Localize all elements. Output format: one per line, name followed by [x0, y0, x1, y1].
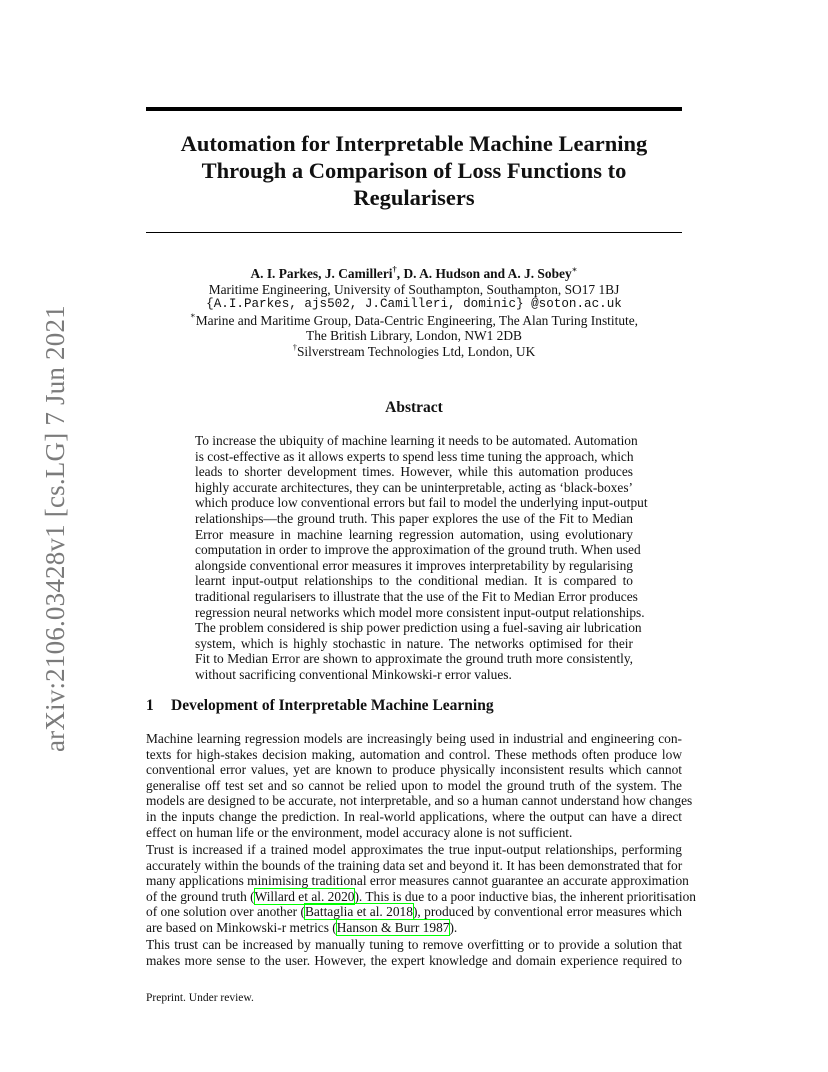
abstract-body — [195, 433, 648, 683]
abstract-line: leads to shorter development times. However, while this automation produces — [195, 464, 633, 480]
body-line: conventional error values, yet are known to produce physically inconsistent results which cannot — [146, 762, 682, 778]
affiliation-text: Marine and Maritime Group, Data-Centric Engineering, The Alan Turing Institute, — [195, 312, 639, 328]
abstract-line: computation in order to improve the approximation of the ground truth. When used — [195, 542, 641, 558]
abstract-line: regression neural networks which model more consistent input-output relationships. — [195, 604, 645, 620]
body-line: accurately within the bounds of the training data set and beyond it. It has been demonstrated that for — [146, 857, 683, 873]
title-rule-top — [146, 107, 682, 111]
abstract-line: learnt input-output relationships to the conditional median. It is compared to — [195, 573, 633, 589]
abstract-line: highly accurate architectures, they can be uninterpretable, acting as ‘black-boxes’ — [195, 479, 633, 495]
abstract-line: which produce low conventional errors but fail to model the underlying input-output — [195, 495, 648, 511]
paper-title — [146, 130, 682, 211]
affiliation — [146, 310, 682, 329]
section-number: 1 — [146, 697, 154, 714]
star-mark: ∗ — [571, 263, 578, 274]
author-emails: {A.I.Parkes, ajs502, J.Camilleri, dominic} @soton.ac.uk — [206, 297, 622, 312]
author-names-part: , D. A. Hudson and A. J. Sobey — [396, 266, 572, 281]
affiliation — [146, 341, 682, 360]
body-paragraph — [146, 842, 696, 936]
affiliation: Maritime Engineering, University of Southampton, Southampton, SO17 1BJ — [208, 281, 620, 297]
body-line: in the inputs change the prediction. In real-world applications, where the output can have a direct — [146, 808, 682, 824]
title-line: Through a Comparison of Loss Functions to — [201, 158, 627, 183]
abstract-line: alongside conventional error measures it improves interpretability by regularising — [195, 557, 633, 573]
abstract-line: is cost-effective as it allows experts to spend less time tuning the approach, which — [195, 448, 634, 464]
body-line: Trust is increased if a trained model approximates the true input-output relationships, performing — [146, 842, 682, 857]
body-paragraph — [146, 937, 682, 968]
body-text: ). — [449, 919, 458, 935]
section-heading — [146, 697, 682, 715]
body-line: generalise off test set and so cannot be relied upon to model the ground truth of the system. The — [146, 777, 682, 793]
author-block — [146, 263, 682, 360]
dagger-mark: † — [292, 341, 297, 352]
preprint-footer: Preprint. Under review. — [146, 992, 254, 1004]
citation-link[interactable]: Battaglia et al. 2018 — [304, 904, 413, 920]
body-line: models are designed to be accurate, not interpretable, and so a human cannot understand how changes — [146, 793, 693, 809]
abstract-line: without sacrificing conventional Minkowski-r error values. — [195, 666, 512, 682]
abstract-line: traditional regularisers to illustrate that the use of the Fit to Median Error produces — [195, 588, 638, 604]
title-line: Automation for Interpretable Machine Learning — [180, 131, 648, 156]
arxiv-stamp: arXiv:2106.03428v1 [cs.LG] 7 Jun 2021 — [40, 305, 70, 752]
body-line — [146, 904, 682, 920]
author-names-part: A. I. Parkes, J. Camilleri — [250, 266, 393, 281]
body-line: makes more sense to the user. However, the expert knowledge and domain experience required to — [146, 952, 682, 968]
body-line — [146, 888, 696, 905]
body-line: This trust can be increased by manually tuning to remove overfitting or to provide a solution that — [146, 937, 682, 952]
citation-link[interactable]: Hanson & Burr 1987 — [336, 919, 450, 935]
body-line — [146, 920, 682, 936]
section-title: Development of Interpretable Machine Learning — [171, 697, 494, 714]
dagger-mark: † — [392, 263, 397, 274]
body-line: texts for high-stakes decision making, automation and control. These methods often produce low — [146, 746, 682, 762]
body-line: effect on human life or the environment, model accuracy alone is not sufficient. — [146, 824, 573, 840]
author-names — [146, 263, 682, 282]
abstract-line: system, which is highly stochastic in nature. The networks optimised for their — [195, 635, 633, 651]
abstract-line: To increase the ubiquity of machine learning it needs to be automated. Automation — [195, 433, 638, 448]
abstract-line: Fit to Median Error are shown to approximate the ground truth more consistently, — [195, 651, 633, 667]
body-text: are based on Minkowski-r metrics ( — [146, 919, 337, 935]
abstract-line: Error measure in machine learning regression automation, using evolutionary — [195, 526, 633, 542]
abstract-line: relationships—the ground truth. This paper explores the use of the Fit to Median — [195, 510, 633, 526]
title-line: Regularisers — [353, 185, 475, 210]
citation-link[interactable]: Willard et al. 2020 — [254, 888, 355, 904]
body-text: ). This is due to a poor inductive bias, the inherent prioritisation — [354, 888, 696, 904]
title-rule-bottom — [146, 232, 682, 233]
body-paragraph — [146, 731, 693, 840]
body-text: ), produced by conventional error measures which — [412, 904, 682, 920]
body-line: Machine learning regression models are increasingly being used in industrial and engineering con- — [146, 731, 682, 746]
body-text: of the ground truth ( — [146, 888, 255, 904]
affiliation-text: Silverstream Technologies Ltd, London, UK — [296, 343, 536, 359]
body-line: many applications minimising traditional error measures cannot guarantee an accurate approximation — [146, 873, 689, 889]
star-mark: ∗ — [189, 310, 196, 321]
affiliation: The British Library, London, NW1 2DB — [306, 328, 522, 344]
abstract-heading: Abstract — [385, 399, 443, 416]
abstract-line: The problem considered is ship power prediction using a fuel-saving air lubrication — [195, 620, 642, 636]
body-text: of one solution over another ( — [146, 904, 305, 920]
